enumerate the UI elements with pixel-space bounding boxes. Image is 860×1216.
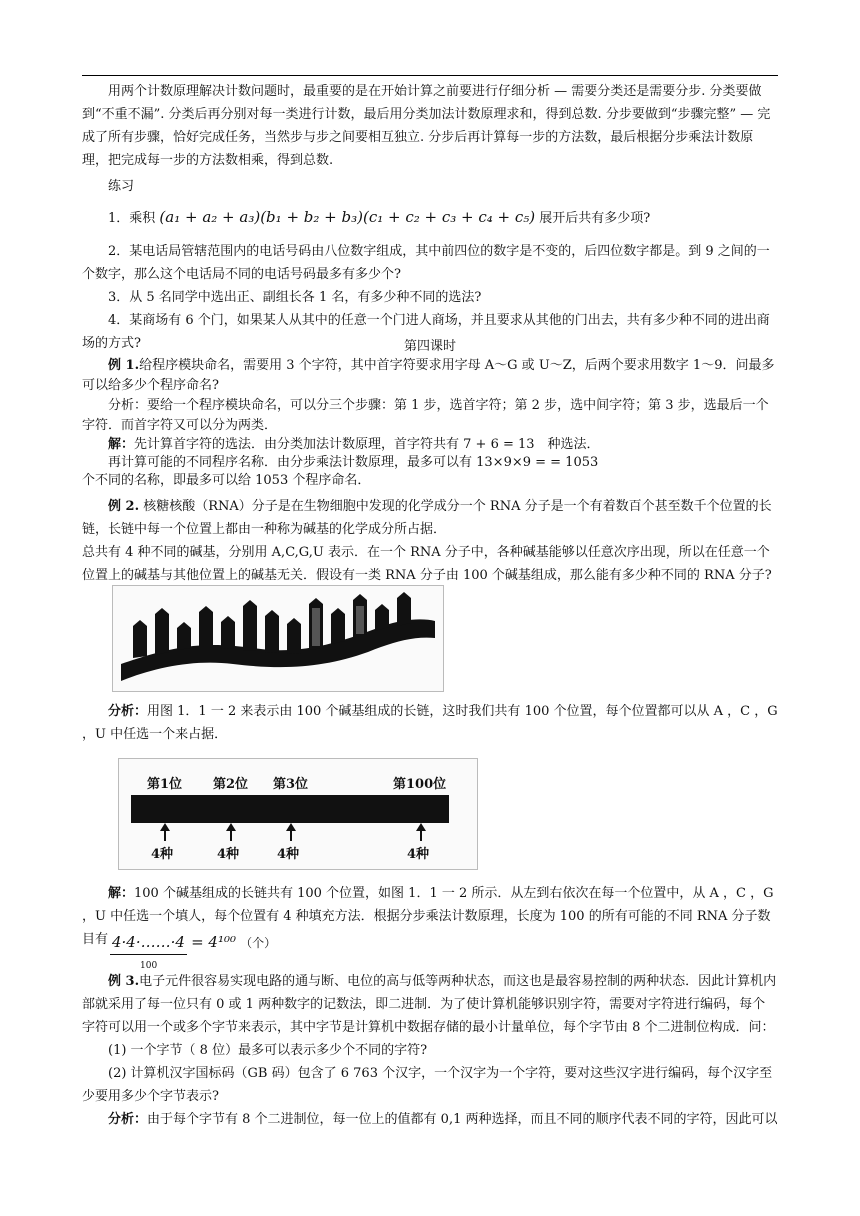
- lesson-title: 第四课时: [403, 339, 456, 354]
- example2: [82, 495, 778, 541]
- example1-solution: [82, 436, 778, 454]
- example1-solution-label: 解：: [108, 437, 135, 452]
- example3-analysis-label: 分析：: [108, 1112, 148, 1127]
- example2-text2: 总共有 4 种不同的碱基，分别用 A,C,G,U 表示．在一个 RNA 分子中，各种碱基能够以任意次序出现，所以在任意一个位置上的碱基与其他位置上的碱基无关．假设有一类 RNA 分子由 100 个碱基组成，那么能有多少种不同的 RNA 分子?: [82, 545, 772, 583]
- example1-label: 例 1.: [108, 358, 140, 373]
- formula-unit: （个）: [240, 936, 277, 950]
- example2-analysis: [82, 700, 778, 746]
- example2-solution-text: 100 个碱基组成的长链共有 100 个位置，如图 1．1 一 2 所示．从左到右依次在每一个位置中，从 A ，C ，G ，U 中任选一个填人，每个位置有 4 种填充方法．根据分步乘法计数原理，长度为 100 的所有可能的不同 RNA 分子数目有: [82, 886, 774, 947]
- position-label-2: 第2位: [213, 777, 249, 792]
- kind-label-100: 4种: [407, 847, 430, 862]
- example3-text: 电子元件很容易实现电路的通与断、电位的高与低等两种状态，而这也是最容易控制的两种状态．因此计算机内部就采用了每一位只有 0 或 1 两种数字的记数法，即二进制．为了使计算机能够识别字符，需要对字符进行编码，每个字符可以用一个或多个字节来表示，其中字节是计算机中数据存储的最小计量单位，每个字节由 8 个二进制位构成．问：: [82, 974, 777, 1035]
- example1: [82, 356, 778, 396]
- formula-product: [110, 930, 187, 971]
- formula-underbrace-label: 100: [140, 961, 158, 971]
- example1-analysis: 分析：要给一个程序模块命名，可以分三个步骤：第 1 步，选首字符；第 2 步，选中间字符；第 3 步，选最后一个字符．而首字符又可以分为两类．: [82, 398, 769, 433]
- example2-analysis-text: 用图 1．1 一 2 来表示由 100 个碱基组成的长链，这时我们共有 100 个位置，每个位置都可以从 A ，C ，G ，U 中任选一个来占据．: [82, 704, 778, 742]
- example1-text: 给程序模块命名，需要用 3 个字符，其中首字符要求用字母 A～G 或 U～Z，后两个要求用数字 1～9．问最多可以给多少个程序命名?: [82, 358, 775, 393]
- example3-analysis: [82, 1108, 778, 1131]
- position-label-100: 第100位: [393, 777, 447, 792]
- example3-q2: (2) 计算机汉字国标码（GB 码）包含了 6 763 个汉字，一个汉字为一个字符，要对这些汉字进行编码，每个汉字至少要用多少个字节表示?: [82, 1066, 773, 1104]
- kind-label-3: 4种: [277, 847, 300, 862]
- top-rule: [82, 75, 778, 76]
- kind-label-2: 4种: [217, 847, 240, 862]
- rna-chain-figure: [112, 585, 444, 692]
- example3-label: 例 3.: [108, 974, 140, 989]
- example1-solution-line1: 先计算首字符的选法．由分类加法计数原理，首字符共有 7 + 6 = 13 种选法．: [134, 437, 600, 452]
- exercise-q3: 3．从 5 名同学中选出正、副组长各 1 名，有多少种不同的选法?: [108, 290, 482, 305]
- intro-paragraph: 用两个计数原理解决计数问题时，最重要的是在开始计算之前要进行仔细分析 — 需要分类还是需要分步. 分类要做到“不重不漏”. 分类后再分别对每一类进行计数，最后用分类加法计数原理求和，得到总数. 分步要做到“步骤完整” — 完成了所有步骤，恰好完成任务，当然步与步之间要相互独立. 分步后再计算每一步的方法数，最后根据分步乘法计数原理，把完成每一步的方法数相乘，得到总数.: [82, 84, 771, 168]
- position-label-1: 第1位: [147, 777, 183, 792]
- example1-solution-line3: 个不同的名称，即最多可以给 1053 个程序命名．: [82, 473, 371, 488]
- q1-suffix: 展开后共有多少项?: [539, 211, 651, 226]
- exercise-q2: 2．某电话局管辖范围内的电话号码由八位数字组成，其中前四位的数字是不变的，后四位数字都是。到 9 之间的一个数字，那么这个电话局不同的电话号码最多有多少个?: [82, 244, 770, 282]
- example3-q1: (1) 一个字节（ 8 位）最多可以表示多少个不同的字符?: [108, 1043, 428, 1058]
- exercise-q4: 4．某商场有 6 个门，如果某人从其中的任意一个门进人商场，并且要求从其他的门出去，共有多少种不同的进出商场的方式?: [82, 313, 770, 351]
- rna-chain-drawing: [113, 586, 443, 691]
- example2-formula: [110, 930, 510, 971]
- position-label-3: 第3位: [273, 777, 309, 792]
- example1-solution-line2: 再计算可能的不同程序名称．由分步乘法计数原理，最多可以有 13×9×9 = = 1053: [108, 455, 599, 470]
- q1-prefix: 1．乘积: [108, 211, 156, 226]
- example3: [82, 970, 778, 1039]
- exercise-q1: [82, 204, 778, 232]
- example2-text1: 核糖核酸（RNA）分子是在生物细胞中发现的化学成分一个 RNA 分子是一个有着数百个甚至数千个位置的长链，长链中每一个位置上都由一种称为碱基的化学成分所占据．: [82, 499, 772, 537]
- kind-label-1: 4种: [151, 847, 174, 862]
- example2-label: 例 2.: [108, 499, 140, 514]
- example2-solution-label: 解：: [108, 886, 135, 901]
- q1-formula: (a₁ + a₂ + a₃)(b₁ + b₂ + b₃)(c₁ + c₂ + c₃ + c₄ + c₅): [159, 208, 536, 226]
- positions-figure: [118, 758, 478, 870]
- exercise-heading: 练习: [108, 179, 135, 194]
- example2-analysis-label: 分析：: [108, 704, 148, 719]
- formula-product-text: 4·4·……·4: [112, 933, 185, 951]
- example3-analysis-text: 由于每个字节有 8 个二进制位，每一位上的值都有 0,1 两种选择，而且不同的顺序代表不同的字符，因此可以: [147, 1112, 778, 1127]
- formula-result: = 4¹⁰⁰: [191, 933, 236, 951]
